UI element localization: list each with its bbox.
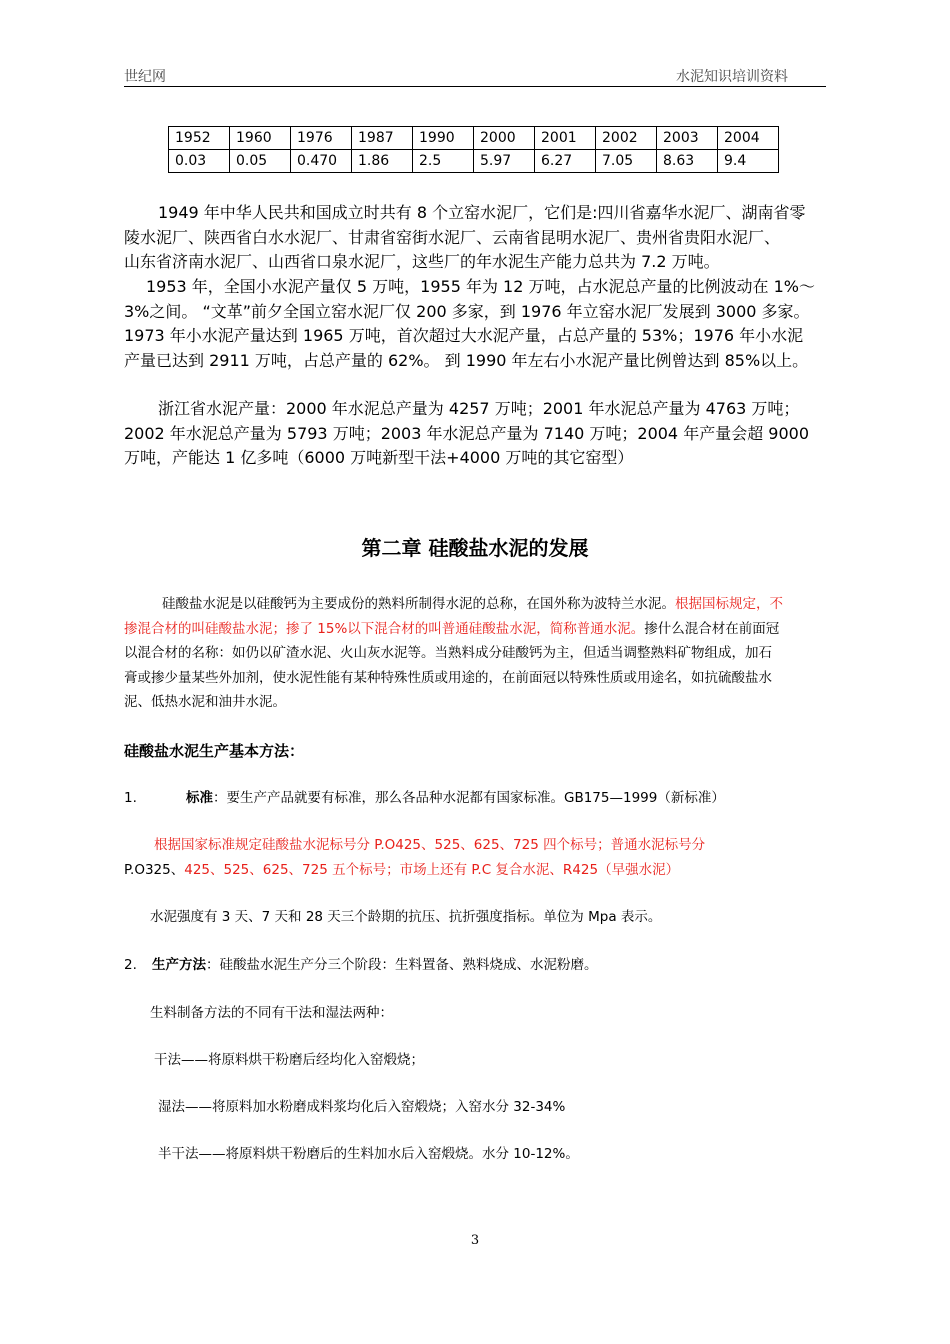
text-line: 1949 年中华人民共和国成立时共有 8 个立窑水泥厂，它们是:四川省嘉华水泥厂、湖南省零	[158, 203, 806, 222]
text-line: 浙江省水泥产量：2000 年水泥总产量为 4257 万吨；2001 年水泥总产量为 4763 万吨；	[158, 399, 800, 418]
strength-text: 水泥强度有 3 天、7 天和 28 天三个龄期的抗压、抗折强度指标。单位为 Mpa 表示。	[150, 909, 662, 925]
table-cell: 1976	[291, 127, 352, 150]
header-divider	[124, 86, 826, 87]
method-semidry: 半干法——将原料烘干粉磨后的生料加水后入窑煅烧。水分 10-12%。	[158, 1146, 579, 1162]
list-label: 生产方法	[152, 957, 206, 973]
header-right: 水泥知识培训资料	[676, 69, 788, 85]
paragraph-1949	[124, 201, 806, 275]
table-cell: 2003	[657, 127, 718, 150]
table-cell: 1.86	[352, 150, 413, 173]
text-span-red: 掺混合材的叫硅酸盐水泥；掺了 15%以下混合材的叫普通硅酸盐水泥，简称普通水泥。	[124, 620, 645, 637]
table-cell: 2002	[596, 127, 657, 150]
list-text: ：要生产产品就要有标准，那么各品种水泥都有国家标准。GB175—1999（新标准）	[213, 790, 725, 806]
table-cell: 2.5	[413, 150, 474, 173]
text-span-red: 根据国标规定，不	[675, 596, 783, 612]
paragraph-zhejiang	[124, 397, 809, 471]
header-left: 世纪网	[124, 69, 166, 85]
text-line: 3%之间。 “文革”前夕全国立窑水泥厂仅 200 多家，到 1976 年立窑水泥厂发展到 3000 多家。	[124, 301, 810, 321]
text-line: 山东省济南水泥厂、山西省口泉水泥厂，这些厂的年水泥生产能力总共为 7.2 万吨。	[124, 252, 720, 271]
production-table	[168, 126, 779, 173]
table-cell: 7.05	[596, 150, 657, 173]
text-line	[124, 617, 783, 642]
list-text: ：硅酸盐水泥生产分三个阶段：生料置备、熟料烧成、水泥粉磨。	[206, 957, 598, 973]
table-cell: 1990	[413, 127, 474, 150]
list-number: 2.	[124, 957, 137, 973]
text-span: 硅酸盐水泥是以硅酸钙为主要成份的熟料所制得水泥的总称，在国外称为波特兰水泥。	[162, 596, 675, 612]
table-cell: 0.03	[169, 150, 230, 173]
table-cell: 9.4	[718, 150, 779, 173]
method-dry: 干法——将原料烘干粉磨后经均化入窑煅烧；	[154, 1052, 424, 1068]
list-item-production-method	[124, 953, 598, 978]
text-line	[124, 592, 783, 617]
paragraph-grades	[124, 833, 705, 882]
table-row-values	[169, 150, 779, 173]
text-line: 2002 年水泥总产量为 5793 万吨；2003 年水泥总产量为 7140 万吨；2004 年产量会超 9000	[124, 423, 810, 443]
table-cell: 1987	[352, 127, 413, 150]
table-cell: 1960	[230, 127, 291, 150]
text-line: 产量已达到 2911 万吨，占总产量的 62%。 到 1990 年左右小水泥产量比例曾达到 85%以上。	[124, 350, 809, 370]
table-cell: 2001	[535, 127, 596, 150]
table-cell: 8.63	[657, 150, 718, 173]
text-span-red: 425、525、625、725 五个标号；市场上还有 P.C 复合水泥、R425（早强水泥）	[184, 861, 680, 878]
text-line: 陵水泥厂、陕西省白水水泥厂、甘肃省窑街水泥厂、云南省昆明水泥厂、贵州省贵阳水泥厂、	[124, 227, 781, 247]
text-line: 万吨，产能达 1 亿多吨（6000 万吨新型干法+4000 万吨的其它窑型）	[124, 448, 634, 467]
table-cell: 6.27	[535, 150, 596, 173]
text-span: 掺什么混合材在前面冠	[644, 620, 780, 637]
text-line: 1953 年，全国小水泥产量仅 5 万吨，1955 年为 12 万吨，占水泥总产量的比例波动在 1%～	[146, 277, 815, 296]
text-line: 膏或掺少量某些外加剂，使水泥性能有某种特殊性质或用途的，在前面冠以特殊性质或用途名，如抗硫酸盐水	[124, 669, 772, 686]
table-cell: 5.97	[474, 150, 535, 173]
chapter-title: 第二章 硅酸盐水泥的发展	[361, 536, 589, 560]
page-number: 3	[470, 1233, 480, 1248]
table-cell: 1952	[169, 127, 230, 150]
paragraph-portland-cement	[124, 592, 783, 715]
table-row-years	[169, 127, 779, 150]
text-span: P.O325、	[124, 861, 185, 878]
text-line: 根据国家标准规定硅酸盐水泥标号分 P.O425、525、625、725 四个标号；普通水泥标号分	[154, 837, 706, 853]
text-line: 泥、低热水泥和油井水泥。	[124, 694, 286, 710]
table-cell: 2000	[474, 127, 535, 150]
table-cell: 0.470	[291, 150, 352, 173]
table-cell: 2004	[718, 127, 779, 150]
text-line	[124, 858, 705, 883]
text-line: 以混合材的名称：如仍以矿渣水泥、火山灰水泥等。当熟料成分硅酸钙为主，但适当调整熟料矿物组成，加石	[124, 645, 772, 661]
text-line: 1973 年小水泥产量达到 1965 万吨，首次超过大水泥产量，占总产量的 53%；1976 年小水泥	[124, 326, 804, 345]
table-cell: 0.05	[230, 150, 291, 173]
list-number: 1.	[124, 790, 137, 806]
list-label: 标准	[186, 790, 213, 806]
methods-intro: 生料制备方法的不同有干法和湿法两种：	[150, 1005, 393, 1021]
paragraph-1953	[124, 275, 815, 373]
section-title: 硅酸盐水泥生产基本方法：	[124, 742, 305, 760]
method-wet: 湿法——将原料加水粉磨成料浆均化后入窑煅烧；入窑水分 32-34%	[158, 1099, 566, 1115]
list-item-standard	[124, 786, 725, 811]
